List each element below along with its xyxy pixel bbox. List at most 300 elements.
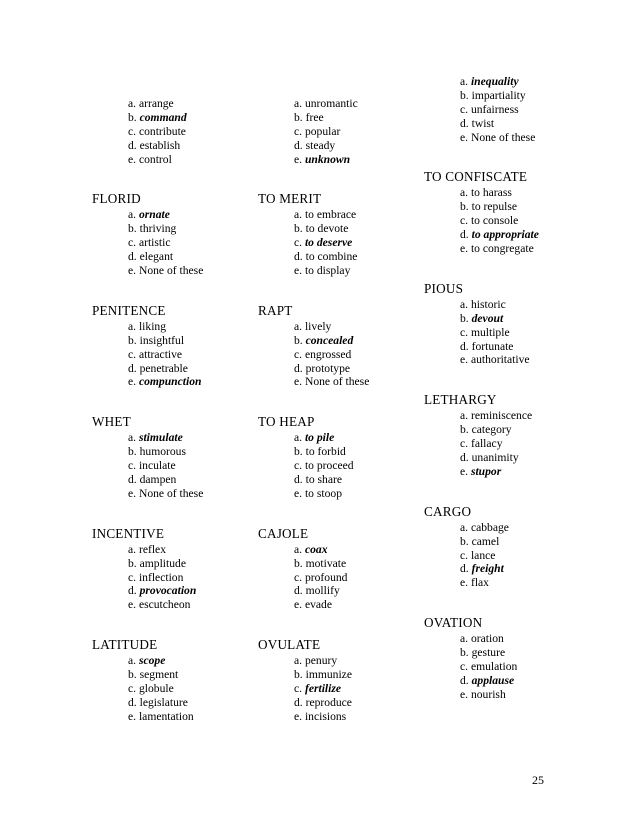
option-letter: d. <box>460 116 469 130</box>
option-letter: a. <box>460 186 469 200</box>
option-letter: a. <box>460 520 469 534</box>
answer-option <box>92 543 203 557</box>
answer-option <box>92 208 203 222</box>
option-letter: e. <box>460 464 469 478</box>
question-block <box>424 282 539 367</box>
answer-option <box>424 451 539 465</box>
option-letter: d. <box>294 584 303 598</box>
option-letter: e. <box>294 152 303 166</box>
option-letter: b. <box>460 311 469 325</box>
option-letter: d. <box>460 228 469 242</box>
option-letter: e. <box>128 375 137 389</box>
question-block <box>258 192 369 277</box>
option-text: reflex <box>138 542 166 556</box>
option-text: engrossed <box>304 347 352 361</box>
option-text: to console <box>470 214 519 228</box>
answer-option <box>92 348 203 362</box>
option-text: contribute <box>138 124 186 138</box>
option-text: profound <box>304 570 348 584</box>
answer-option <box>424 340 539 354</box>
answer-option <box>258 222 369 236</box>
answer-option <box>424 103 539 117</box>
correct-answer: provocation <box>139 584 197 598</box>
option-text: unfairness <box>470 102 519 116</box>
option-letter: c. <box>128 682 137 696</box>
answer-option <box>92 654 203 668</box>
correct-answer: freight <box>471 562 504 576</box>
question-block <box>258 97 369 166</box>
option-text: authoritative <box>470 353 530 367</box>
question-block <box>424 170 539 255</box>
option-text: None of these <box>138 486 204 500</box>
option-text: oration <box>470 632 504 646</box>
option-letter: e. <box>460 576 469 590</box>
question-block <box>92 415 203 500</box>
option-letter: c. <box>128 124 137 138</box>
answer-option <box>258 264 369 278</box>
option-letter: c. <box>294 347 303 361</box>
option-letter: e. <box>128 709 137 723</box>
correct-answer: stupor <box>470 464 502 478</box>
answer-option <box>258 250 369 264</box>
question-word: CAJOLE <box>258 525 309 541</box>
answer-option <box>92 473 203 487</box>
answer-option <box>424 409 539 423</box>
answer-option <box>92 431 203 445</box>
answer-option <box>258 710 369 724</box>
question-word: TO CONFISCATE <box>424 169 528 185</box>
answer-option <box>424 437 539 451</box>
question-word: PIOUS <box>424 280 464 296</box>
option-text: control <box>138 152 172 166</box>
option-letter: c. <box>294 124 303 138</box>
question-block <box>424 75 539 144</box>
answer-option <box>92 682 203 696</box>
answer-option <box>92 362 203 376</box>
question-word: FLORID <box>92 191 141 207</box>
correct-answer: to pile <box>304 431 335 445</box>
option-text: evade <box>304 598 332 612</box>
option-text: unromantic <box>304 97 358 110</box>
option-letter: b. <box>294 222 303 236</box>
option-letter: d. <box>294 473 303 487</box>
option-letter: d. <box>128 584 137 598</box>
option-letter: c. <box>460 437 469 451</box>
answer-option <box>424 535 539 549</box>
answer-option <box>424 214 539 228</box>
option-text: emulation <box>470 660 518 674</box>
option-letter: d. <box>128 138 137 152</box>
answer-option <box>258 459 369 473</box>
option-letter: b. <box>460 423 469 437</box>
option-letter: a. <box>128 97 137 110</box>
option-text: steady <box>305 138 336 152</box>
option-letter: b. <box>128 556 137 570</box>
answer-option <box>92 557 203 571</box>
answer-option <box>424 646 539 660</box>
answer-option <box>92 445 203 459</box>
answer-option <box>92 222 203 236</box>
page-number: 25 <box>532 773 544 787</box>
option-letter: d. <box>460 451 469 465</box>
option-letter: c. <box>460 660 469 674</box>
option-text: attractive <box>138 347 183 361</box>
option-text: penetrable <box>139 361 188 375</box>
answer-option <box>424 521 539 535</box>
option-text: segment <box>139 668 179 682</box>
correct-answer: concealed <box>305 333 354 347</box>
option-text: motivate <box>305 556 347 570</box>
answer-option <box>258 139 369 153</box>
option-letter: c. <box>294 459 303 473</box>
question-word: TO HEAP <box>258 414 315 430</box>
option-text: to embrace <box>304 208 357 222</box>
answer-option <box>424 326 539 340</box>
option-letter: c. <box>128 347 137 361</box>
answer-option <box>258 348 369 362</box>
option-letter: b. <box>460 200 469 214</box>
answer-option <box>424 423 539 437</box>
question-block <box>258 527 369 612</box>
option-letter: b. <box>460 646 469 660</box>
answer-option <box>258 431 369 445</box>
question-block <box>92 527 203 612</box>
answer-option <box>258 696 369 710</box>
answer-option <box>258 598 369 612</box>
answer-option <box>424 562 539 576</box>
option-text: to stoop <box>304 486 342 500</box>
question-word: WHET <box>92 414 131 430</box>
answer-option <box>258 375 369 389</box>
answer-option <box>258 334 369 348</box>
answer-option <box>424 312 539 326</box>
option-letter: c. <box>460 548 469 562</box>
option-text: mollify <box>305 584 340 598</box>
answer-option <box>424 674 539 688</box>
answer-option <box>424 688 539 702</box>
option-letter: b. <box>294 333 303 347</box>
option-letter: d. <box>128 361 137 375</box>
option-letter: d. <box>294 250 303 264</box>
option-letter: c. <box>294 236 303 250</box>
option-text: reproduce <box>305 695 352 709</box>
answer-option <box>92 584 203 598</box>
option-letter: e. <box>128 486 137 500</box>
option-text: nourish <box>470 687 506 701</box>
question-block <box>424 505 539 590</box>
correct-answer: devout <box>471 311 504 325</box>
option-letter: a. <box>128 319 137 333</box>
option-text: liking <box>138 319 167 333</box>
answer-option <box>258 208 369 222</box>
option-text: popular <box>304 124 341 138</box>
correct-answer: stimulate <box>138 431 183 445</box>
question-word: OVATION <box>424 615 483 631</box>
option-text: thriving <box>139 222 177 236</box>
answer-option <box>424 465 539 479</box>
option-text: category <box>471 423 512 437</box>
option-text: None of these <box>138 264 204 278</box>
option-text: fallacy <box>470 437 503 451</box>
option-text: artistic <box>138 236 171 250</box>
answer-option <box>424 228 539 242</box>
option-letter: c. <box>460 102 469 116</box>
correct-answer: fertilize <box>304 682 342 696</box>
answer-option <box>258 557 369 571</box>
column-1 <box>92 97 203 750</box>
question-block <box>424 393 539 478</box>
option-text: free <box>305 110 324 124</box>
option-text: penury <box>304 654 338 668</box>
option-text: to forbid <box>305 445 346 459</box>
option-letter: e. <box>294 264 303 278</box>
option-letter: b. <box>294 556 303 570</box>
option-letter: d. <box>294 138 303 152</box>
question-word: INCENTIVE <box>92 525 165 541</box>
option-letter: b. <box>128 445 137 459</box>
answer-option <box>92 139 203 153</box>
answer-option <box>424 353 539 367</box>
option-letter: a. <box>294 431 303 445</box>
question-word: CARGO <box>424 503 472 519</box>
option-letter: e. <box>294 375 303 389</box>
option-letter: e. <box>294 486 303 500</box>
correct-answer: unknown <box>304 152 351 166</box>
column-3 <box>424 75 539 728</box>
option-letter: b. <box>460 534 469 548</box>
option-letter: e. <box>128 264 137 278</box>
option-letter: b. <box>294 668 303 682</box>
option-text: inflection <box>138 570 184 584</box>
answer-option <box>258 487 369 501</box>
option-letter: b. <box>128 222 137 236</box>
answer-option <box>424 89 539 103</box>
question-block <box>92 192 203 277</box>
question-word: LATITUDE <box>92 637 158 653</box>
option-text: lively <box>304 319 332 333</box>
option-text: to display <box>304 264 351 278</box>
answer-option <box>258 682 369 696</box>
option-text: to proceed <box>304 459 354 473</box>
option-text: amplitude <box>139 556 186 570</box>
option-letter: e. <box>460 130 469 144</box>
option-text: historic <box>470 297 506 311</box>
option-letter: e. <box>294 709 303 723</box>
question-block <box>92 304 203 389</box>
question-block <box>92 638 203 723</box>
option-letter: b. <box>460 88 469 102</box>
option-text: camel <box>471 534 500 548</box>
option-text: dampen <box>139 473 177 487</box>
column-2 <box>258 97 369 750</box>
question-word: TO MERIT <box>258 191 322 207</box>
answer-option <box>92 334 203 348</box>
answer-option <box>258 654 369 668</box>
option-text: globule <box>138 682 174 696</box>
answer-option <box>424 576 539 590</box>
answer-option <box>424 298 539 312</box>
answer-option <box>424 549 539 563</box>
option-text: to share <box>305 473 342 487</box>
option-text: cabbage <box>470 520 509 534</box>
option-letter: d. <box>128 695 137 709</box>
question-word: OVULATE <box>258 637 321 653</box>
answer-option <box>258 571 369 585</box>
option-text: to harass <box>470 186 512 200</box>
option-letter: c. <box>460 325 469 339</box>
question-word: RAPT <box>258 302 293 318</box>
option-text: legislature <box>139 695 188 709</box>
option-text: prototype <box>305 361 351 375</box>
answer-option <box>92 459 203 473</box>
answer-option <box>92 668 203 682</box>
correct-answer: ornate <box>138 208 170 222</box>
answer-option <box>258 153 369 167</box>
option-letter: a. <box>128 208 137 222</box>
correct-answer: applause <box>471 673 515 687</box>
option-text: inculate <box>138 459 176 473</box>
answer-option <box>92 111 203 125</box>
option-letter: c. <box>294 682 303 696</box>
answer-option <box>258 473 369 487</box>
option-letter: d. <box>460 562 469 576</box>
option-letter: a. <box>128 654 137 668</box>
option-text: elegant <box>139 250 174 264</box>
option-letter: e. <box>294 598 303 612</box>
answer-option <box>258 236 369 250</box>
option-letter: a. <box>128 431 137 445</box>
answer-option <box>258 445 369 459</box>
answer-option <box>258 125 369 139</box>
option-letter: d. <box>294 695 303 709</box>
option-letter: b. <box>294 110 303 124</box>
answer-option <box>92 571 203 585</box>
correct-answer: to deserve <box>304 236 353 250</box>
option-letter: d. <box>460 673 469 687</box>
answer-option <box>92 375 203 389</box>
correct-answer: command <box>139 110 187 124</box>
option-letter: a. <box>294 319 303 333</box>
answer-option <box>258 362 369 376</box>
option-letter: c. <box>460 214 469 228</box>
option-letter: b. <box>128 333 137 347</box>
option-text: impartiality <box>471 88 526 102</box>
answer-option <box>424 242 539 256</box>
answer-option <box>92 487 203 501</box>
answer-option <box>92 320 203 334</box>
option-letter: a. <box>294 208 303 222</box>
option-letter: e. <box>128 152 137 166</box>
option-letter: e. <box>128 598 137 612</box>
option-letter: e. <box>460 242 469 256</box>
option-letter: a. <box>294 542 303 556</box>
option-letter: d. <box>460 339 469 353</box>
question-block <box>92 97 203 166</box>
option-letter: e. <box>460 687 469 701</box>
answer-option <box>258 584 369 598</box>
answer-option <box>92 250 203 264</box>
option-text: insightful <box>139 333 185 347</box>
answer-option <box>424 75 539 89</box>
answer-option <box>92 696 203 710</box>
question-block <box>258 304 369 389</box>
answer-option <box>92 97 203 111</box>
option-text: gesture <box>471 646 506 660</box>
answer-option <box>258 111 369 125</box>
option-text: humorous <box>139 445 186 459</box>
answer-option <box>424 200 539 214</box>
option-text: multiple <box>470 325 510 339</box>
option-text: to combine <box>305 250 358 264</box>
question-word: LETHARGY <box>424 392 497 408</box>
option-text: unanimity <box>471 451 519 465</box>
answer-option <box>424 131 539 145</box>
option-letter: c. <box>128 459 137 473</box>
option-letter: c. <box>128 236 137 250</box>
option-text: flax <box>470 576 489 590</box>
answer-option <box>92 125 203 139</box>
correct-answer: inequality <box>470 75 519 88</box>
answer-option <box>92 710 203 724</box>
correct-answer: scope <box>138 654 166 668</box>
option-text: establish <box>139 138 181 152</box>
answer-option <box>258 97 369 111</box>
option-letter: a. <box>294 654 303 668</box>
option-text: lamentation <box>138 709 194 723</box>
option-text: to congregate <box>470 242 534 256</box>
answer-option <box>92 236 203 250</box>
correct-answer: coax <box>304 542 328 556</box>
answer-option <box>258 543 369 557</box>
option-text: fortunate <box>471 339 514 353</box>
option-letter: a. <box>460 632 469 646</box>
option-letter: a. <box>294 97 303 110</box>
option-letter: b. <box>128 668 137 682</box>
option-letter: e. <box>460 353 469 367</box>
question-block <box>424 616 539 701</box>
answer-option <box>258 668 369 682</box>
option-text: to devote <box>305 222 349 236</box>
option-letter: d. <box>294 361 303 375</box>
question-block <box>258 415 369 500</box>
option-text: None of these <box>304 375 370 389</box>
answer-option <box>258 320 369 334</box>
option-letter: a. <box>460 409 469 423</box>
option-letter: a. <box>460 75 469 88</box>
question-block <box>258 638 369 723</box>
question-word: PENITENCE <box>92 302 166 318</box>
option-text: reminiscence <box>470 409 533 423</box>
option-letter: d. <box>128 250 137 264</box>
option-text: incisions <box>304 709 347 723</box>
option-text: None of these <box>470 130 536 144</box>
option-letter: b. <box>294 445 303 459</box>
option-letter: b. <box>128 110 137 124</box>
option-text: twist <box>471 116 495 130</box>
option-text: lance <box>470 548 496 562</box>
option-text: immunize <box>305 668 352 682</box>
correct-answer: to appropriate <box>471 228 539 242</box>
answer-option <box>424 186 539 200</box>
answer-option <box>424 660 539 674</box>
answer-option <box>424 117 539 131</box>
answer-option <box>92 264 203 278</box>
option-letter: c. <box>128 570 137 584</box>
option-letter: a. <box>128 542 137 556</box>
answer-option <box>424 632 539 646</box>
option-text: escutcheon <box>138 598 191 612</box>
option-letter: a. <box>460 297 469 311</box>
